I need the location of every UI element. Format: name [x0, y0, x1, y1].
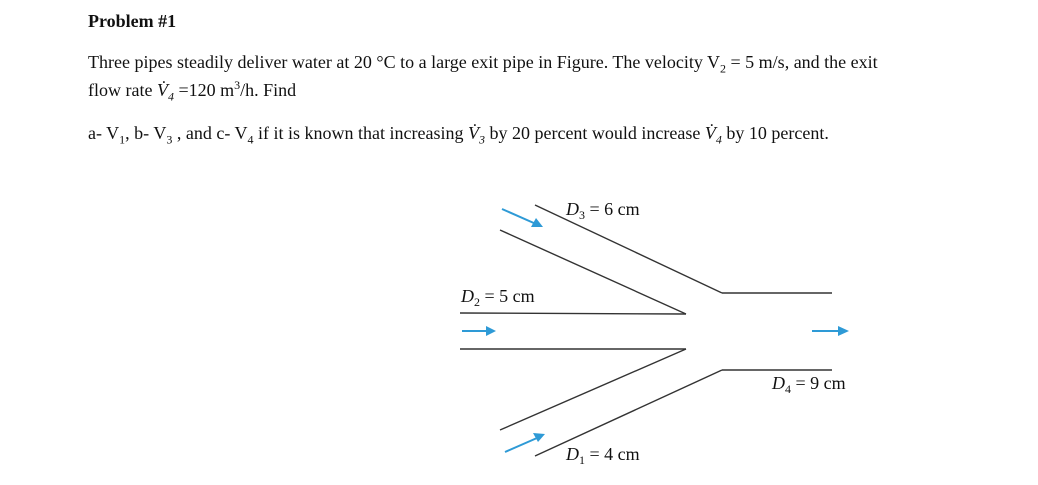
- label-d3: $D_3 = 6$ cm: [566, 199, 640, 222]
- statement-text-2: = 5 m/s, and the exit flow rate: [88, 52, 878, 100]
- question-text-6: by 10 percent.: [721, 123, 829, 143]
- question-v4-sub: 4: [715, 132, 722, 147]
- question-sub-1: 1: [119, 132, 126, 147]
- question-v3-sub: 3: [478, 132, 485, 147]
- question-text-2: , b- V: [125, 123, 167, 143]
- problem-title: Problem #1: [88, 11, 177, 31]
- question-text-5: by 20 percent would increase: [484, 123, 705, 143]
- label-d1: $D_1 = 4$ cm: [566, 444, 640, 467]
- statement-sup-3: 3: [234, 78, 241, 92]
- question-sub-3: 3: [166, 132, 173, 147]
- statement-text-4: /h. Find: [240, 80, 297, 100]
- question-text-3: , and c- V: [172, 123, 248, 143]
- statement-sub-2: 2: [720, 61, 727, 76]
- flow-arrow-pipe2: [462, 326, 496, 336]
- flow-arrow-pipe3: [502, 209, 543, 227]
- question-sub-4: 4: [247, 132, 254, 147]
- pipe1-upper-wall: [500, 349, 686, 430]
- question-text-1: a- V: [88, 123, 120, 143]
- question-v4-symbol: V̇: [704, 123, 716, 143]
- label-d2: $D_2 = 5$ cm: [461, 286, 535, 309]
- statement-text-3: =120 m: [173, 80, 235, 100]
- label-d4: $D_4 = 9$ cm: [772, 373, 846, 396]
- flow-arrow-pipe4: [812, 326, 849, 336]
- pipe2-upper-wall: [460, 313, 686, 314]
- question-v3-symbol: V̇: [467, 123, 479, 143]
- flow-arrow-pipe1: [505, 433, 545, 452]
- statement-v4-symbol: V̇: [156, 80, 168, 100]
- question-text-4: if it is known that increasing: [253, 123, 468, 143]
- statement-text-1: Three pipes steadily deliver water at 20 °C to a large exit pipe in Figure. The velocity V: [88, 52, 721, 72]
- statement-v4-sub: 4: [167, 89, 174, 104]
